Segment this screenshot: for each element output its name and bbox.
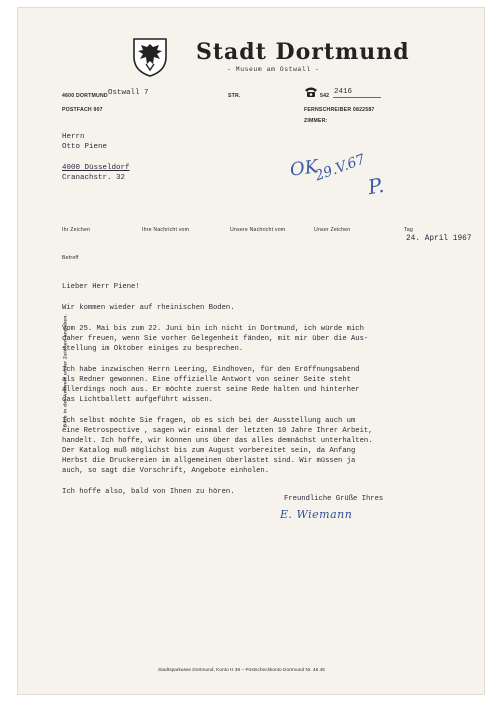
letterhead-title: Stadt Dortmund [196,39,410,65]
ihre-nachricht-label: Ihre Nachricht vom [142,227,190,233]
body-paragraph: Vom 25. Mai bis zum 22. Juni bin ich nicht in Dortmund, ich würde mich daher freuen, wenn Sie vorher Gelegenheit fänden, mit mir über die Aus- stellung im Oktober einiges zu besprechen. [62,325,369,353]
tag-label: Tag [404,227,413,233]
recipient-line: Herrn [62,133,85,141]
footer-bank: Stadtsparkasse Dortmund, Konto H 36 – Postscheckkonto Dortmund Nr. 46 45 [158,668,325,673]
str-label: STR. [228,93,241,99]
sender-street: Ostwall 7 [108,89,149,97]
handwritten-ok: OK [288,156,320,181]
recipient-block [62,132,130,183]
body-paragraph: Ich selbst möchte Sie fragen, ob es sich bei der Ausstellung auch um eine Retrospective , sagen wir einmal der letzten 10 Jahre Ihrer Arbeit, handelt. Ich hoffe, wir können uns über das alles demnächst unterhalten. Der Katalog muß möglichst bis zum August vorbereitet sein, da Anfang Herbst die Druckereien im allgemeinen überlastet sind. Wir müssen ja auch, so sagt die Vorschrift, Angebote einholen. [62,417,373,475]
unser-zeichen-label: Unser Zeichen [314,227,351,233]
fernschreiber: FERNSCHREIBER 0822587 [304,107,375,113]
letter-page [18,8,484,694]
letterhead-subtitle: - Museum am Ostwall - [227,66,320,73]
recipient-line [62,152,130,162]
recipient-line: Cranachstr. 32 [62,173,126,182]
recipient-line: Otto Piene [62,143,108,152]
letter-body [62,282,373,508]
unsere-nachricht-label: Unsere Nachricht vom [230,227,286,233]
body-paragraph: Ich hoffe also, bald von Ihnen zu hören. [62,488,235,496]
body-paragraph: Ich habe inzwischen Herrn Leering, Eindhoven, für den Eröffnungsabend als Redner gewonnen. Eine offizielle Antwort von seiner Seite steht allerdings noch aus. Er möchte zuerst seine Rede halten und hinterher das Lichtballett aufgeführt wissen. [62,366,360,404]
signature: E. Wiemann [280,508,353,521]
side-note: Bitte in der Antwort unser Zeichen angeben. [62,313,68,428]
salutation: Lieber Herr Piene! [62,283,140,291]
letter-date: 24. April 1967 [406,235,472,243]
body-paragraph: Wir kommen wieder auf rheinischen Boden. [62,304,235,312]
postfach: POSTFACH 907 [62,107,103,113]
ihr-zeichen-label: Ihr Zeichen [62,227,91,233]
closing: Freundliche Grüße Ihres [284,495,384,503]
handwritten-date: 29.V.67 [312,151,368,185]
coat-of-arms-icon [132,37,168,77]
zimmer-label: ZIMMER: [304,118,328,124]
phone-extension: 2416 [334,88,353,96]
recipient-line: 4000 Düsseldorf [62,163,130,172]
sender-city: 4600 DORTMUND [62,93,108,99]
telephone-icon [304,86,318,98]
betreff-label: Betreff [62,255,79,261]
phone-prefix: 542 [320,93,330,99]
handwritten-initial: P. [366,172,386,200]
